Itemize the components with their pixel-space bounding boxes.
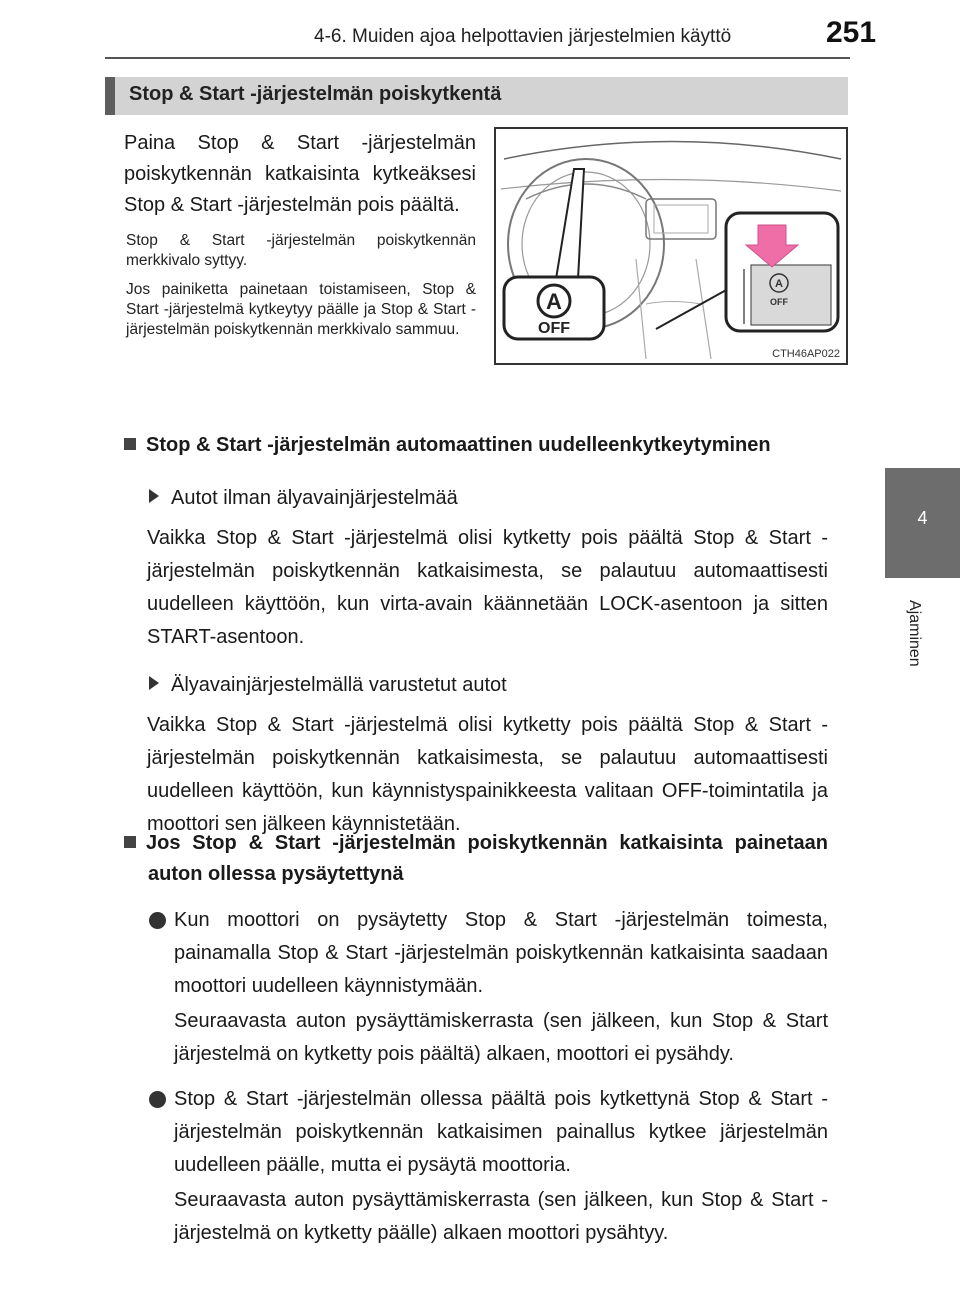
zoom-button-letter: A [775, 278, 783, 290]
section-title: Stop & Start -järjestelmän poiskytkentä [129, 83, 502, 105]
triangle-bullet-icon [149, 489, 159, 503]
callout-button-letter: A [546, 289, 562, 314]
bullet-item-1 [124, 904, 828, 1071]
item-label-smart-key: Älyavainjärjestelmällä varustetut autot [124, 674, 828, 697]
subsection-stopped-vehicle [124, 828, 828, 1250]
item-label-no-smart-key: Autot ilman älyavainjärjestelmää [124, 487, 828, 510]
zoom-button-label: OFF [770, 297, 788, 307]
page-number: 251 [826, 16, 877, 49]
round-bullet-icon [149, 912, 166, 929]
item-text-smart-key: Vaikka Stop & Start -järjestelmä olisi kytketty pois päältä Stop & Start -järjestelmän poiskytkennän katkaisimesta, se palautuu automaattisesti uudelleen käyttöön, kun käynnistyspainikkeesta valitaan OFF-toimintatila ja moottori sen jälkeen käynnistetään. [147, 714, 828, 835]
item-text-no-smart-key: Vaikka Stop & Start -järjestelmä olisi kytketty pois päältä Stop & Start -järjestelmän poiskytkennän katkaisimesta, se palautuu automaattisesti uudelleen käyttöön, kun virta-avain käännetään LOCK-asentoon ja sitten START-asentoon. [147, 527, 828, 648]
note-2: Jos painiketta painetaan toistamiseen, Stop & Start -järjestelmä kytkeytyy päälle ja Stop & Start -järjestelmän poiskytkennän merkkivalo sammuu. [126, 281, 476, 338]
square-bullet-icon [124, 438, 136, 450]
note-1: Stop & Start -järjestelmän poiskytkennän merkkivalo syttyy. [126, 232, 476, 269]
bullet-text-1: Kun moottori on pysäytetty Stop & Start -järjestelmän toimesta, painamalla Stop & Start -järjestelmän poiskytkennän katkaisinta saadaan moottori uudelleen käynnistymään. [174, 909, 828, 997]
figure-code: CTH46AP022 [772, 348, 840, 360]
intro-paragraph [124, 128, 476, 340]
bullet-followup-2: Seuraavasta auton pysäyttämiskerrasta (sen jälkeen, kun Stop & Start -järjestelmä on kytketty päälle) alkaen moottori pysähtyy. [174, 1189, 828, 1244]
round-bullet-icon [149, 1091, 166, 1108]
header-rule [105, 57, 850, 59]
callout-button-label: OFF [538, 320, 570, 337]
bullet-followup-1: Seuraavasta auton pysäyttämiskerrasta (sen jälkeen, kun Stop & Start järjestelmä on kytketty pois päältä) alkaen, moottori ei pysähdy. [174, 1010, 828, 1065]
subsection-heading: Stop & Start -järjestelmän automaattinen uudelleenkytkeytyminen [124, 430, 828, 461]
section-heading-box [105, 77, 848, 115]
subsection-heading: Jos Stop & Start -järjestelmän poiskytkennän katkaisinta painetaan auton ollessa pysäytettynä [124, 828, 828, 890]
dashboard-figure [494, 127, 848, 365]
intro-text: Paina Stop & Start -järjestelmän poiskytkennän katkaisinta kytkeäksesi Stop & Start -järjestelmän pois päältä. [124, 132, 476, 216]
subsection-auto-reactivation [124, 430, 828, 841]
running-header: 4-6. Muiden ajoa helpottavien järjestelmien käyttö [314, 26, 732, 47]
bullet-text-2: Stop & Start -järjestelmän ollessa päältä pois kytkettynä Stop & Start -järjestelmän poiskytkennän katkaisimen painallus kytkee järjestelmän uudelleen päälle, mutta ei pysäytä moottoria. [174, 1088, 828, 1176]
chapter-label: Ajaminen [906, 600, 923, 667]
square-bullet-icon [124, 836, 136, 848]
chapter-number: 4 [917, 508, 928, 528]
dashboard-illustration [496, 129, 846, 363]
bullet-item-2 [124, 1083, 828, 1250]
triangle-bullet-icon [149, 676, 159, 690]
